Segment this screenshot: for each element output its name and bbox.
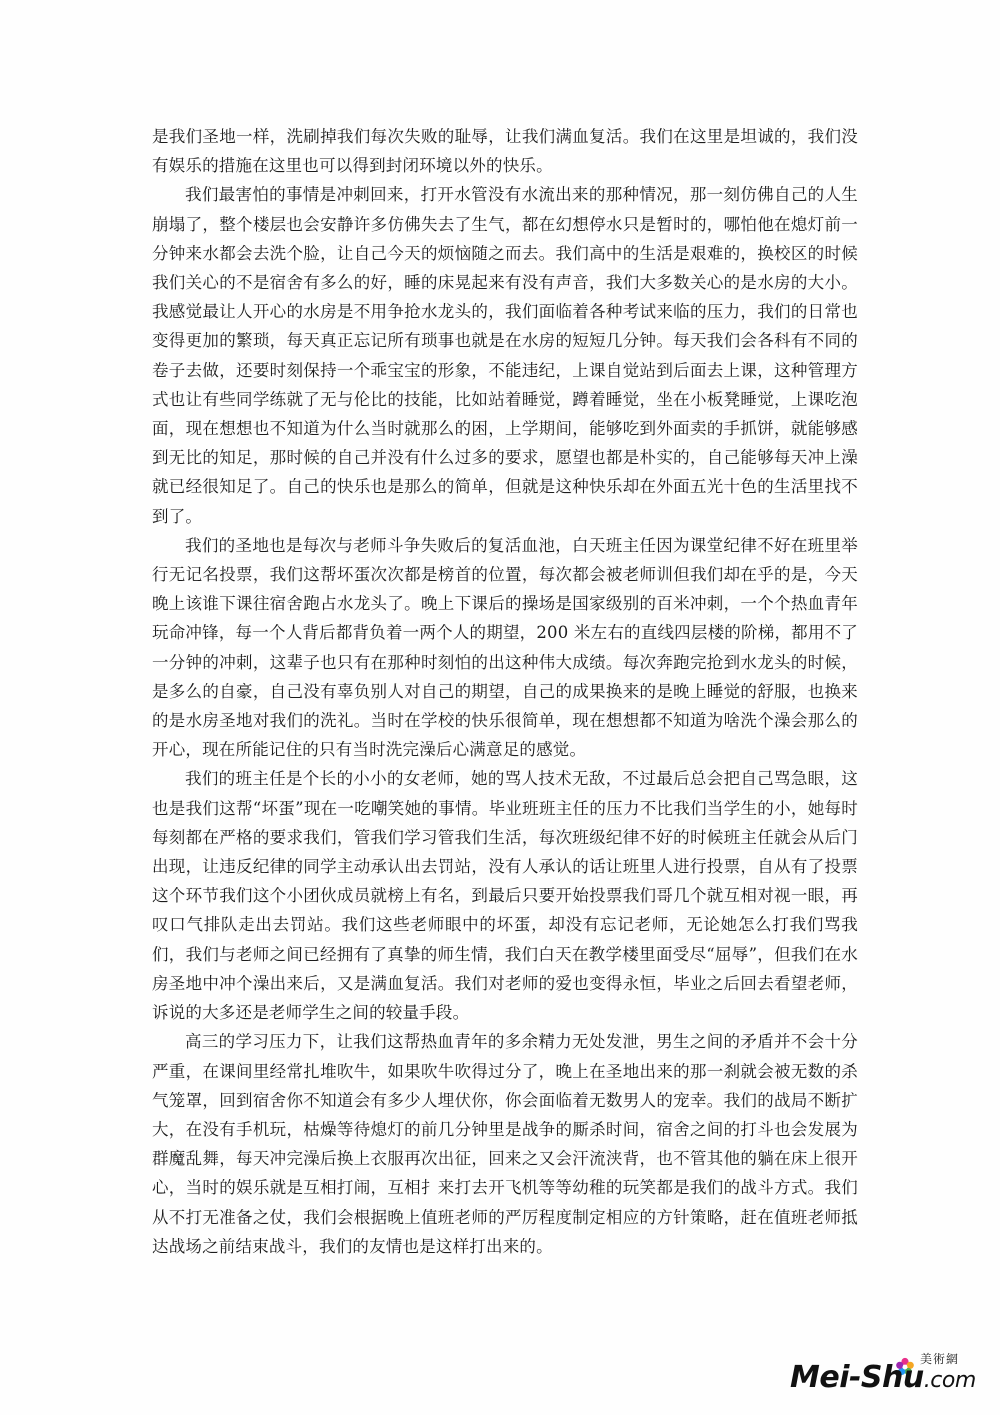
paragraph-1: 是我们圣地一样，洗刷掉我们每次失败的耻辱，让我们满血复活。我们在这里是坦诚的，我们没有娱乐的措施在这里也可以得到封闭环境以外的快乐。 [152, 127, 858, 176]
paragraph-2: 我们最害怕的事情是冲刺回来，打开水管没有水流出来的那种情况，那一刻仿佛自己的人生崩塌了，整个楼层也会安静许多仿佛失去了生气，都在幻想停水只是暂时的，哪怕他在熄灯前一分钟来水都会去洗个脸，让自己今天的烦恼随之而去。我们高中的生活是艰难的，换校区的时候我们关心的不是宿舍有多么的好，睡的床晃起来有没有声音，我们大多数关心的是水房的大小。我感觉最让人开心的水房是不用争抢水龙头的，我们面临着各种考试来临的压力，我们的日常也变得更加的繁琐，每天真正忘记所有琐事也就是在水房的短短几分钟。每天我们会各科有不同的卷子去做，还要时刻保持一个乖宝宝的形象，不能违纪，上课自觉站到后面去上课，这种管理方式也让有些同学练就了无与伦比的技能，比如站着睡觉，蹲着睡觉，坐在小板凳睡觉，上课吃泡面，现在想想也不知道为什么当时就那么的困，上学期间，能够吃到外面卖的手抓饼，就能够感到无比的知足，那时候的自己并没有什么过多的要求，愿望也都是朴实的，自己能够每天冲上澡就已经很知足了。自己的快乐也是那么的简单，但就是这种快乐却在外面五光十色的生活里找不到了。 [152, 185, 858, 526]
article-body [152, 122, 858, 1261]
paragraph-4: 我们的班主任是个长的小小的女老师，她的骂人技术无敌，不过最后总会把自己骂急眼，这也是我们这帮“坏蛋”现在一吃嘲笑她的事情。毕业班班主任的压力不比我们当学生的小，她每时每刻都在严格的要求我们，管我们学习管我们生活，每次班级纪律不好的时候班主任就会从后门出现，让违反纪律的同学主动承认出去罚站，没有人承认的话让班里人进行投票，自从有了投票这个环节我们这个小团伙成员就榜上有名，到最后只要开始投票我们哥几个就互相对视一眼，再叹口气排队走出去罚站。我们这些老师眼中的坏蛋，却没有忘记老师，无论她怎么打我们骂我们，我们与老师之间已经拥有了真挚的师生情，我们白天在教学楼里面受尽“屈辱”，但我们在水房圣地中冲个澡出来后，又是满血复活。我们对老师的爱也变得永恒，毕业之后回去看望老师，诉说的大多还是老师学生之间的较量手段。 [152, 769, 858, 1023]
paragraph-5: 高三的学习压力下，让我们这帮热血青年的多余精力无处发泄，男生之间的矛盾并不会十分严重，在课间里经常扎堆吹牛，如果吹牛吹得过分了，晚上在圣地出来的那一刹就会被无数的杀气笼罩，回到宿舍你不知道会有多少人埋伏你，你会面临着无数男人的宠幸。我们的战局不断扩大，在没有手机玩，枯燥等待熄灯的前几分钟里是战争的厮杀时间，宿舍之间的打斗也会发展为群魔乱舞，每天冲完澡后换上衣服再次出征，回来之又会汗流浃背，也不管其他的躺在床上很开心，当时的娱乐就是互相打闹，互相扌来打去开飞机等等幼稚的玩笑都是我们的战斗方式。我们从不打无准备之仗，我们会根据晚上值班老师的严厉程度制定相应的方针策略，赶在值班老师抵达战场之前结束战斗，我们的友情也是这样打出来的。 [152, 1032, 858, 1256]
paragraph-3: 我们的圣地也是每次与老师斗争失败后的复活血池，白天班主任因为课堂纪律不好在班里举行无记名投票，我们这帮坏蛋次次都是榜首的位置，每次都会被老师训但我们却在乎的是，今天晚上该谁下课往宿舍跑占水龙头了。晚上下课后的操场是国家级别的百米冲刺，一个个热血青年玩命冲锋，每一个人背后都背负着一两个人的期望，200 米左右的直线四层楼的阶梯，都用不了一分钟的冲刺，这辈子也只有在那种时刻怕的出这种伟大成绩。每次奔跑完抢到水龙头的时候，是多么的自豪，自己没有辜负别人对自己的期望，自己的成果换来的是晚上睡觉的舒服，也换来的是水房圣地对我们的洗礼。当时在学校的快乐很简单，现在想想都不知道为啥洗个澡会那么的开心，现在所能记住的只有当时洗完澡后心满意足的感觉。 [152, 535, 858, 760]
watermark-logo-text [790, 1360, 976, 1395]
site-watermark [790, 1350, 980, 1400]
watermark-logo-main: Mei-Shu [790, 1360, 924, 1395]
watermark-logo-suffix: .com [923, 1368, 976, 1393]
watermark-chinese-name: 美術網 [920, 1352, 960, 1366]
